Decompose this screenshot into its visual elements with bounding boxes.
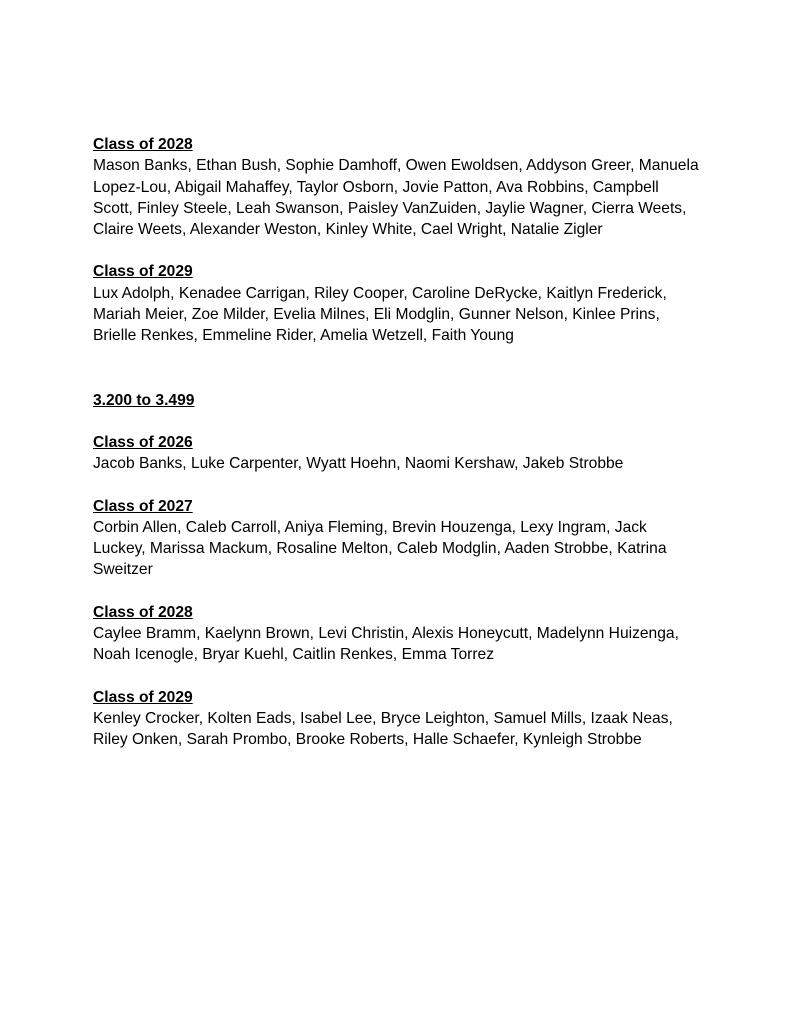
names-list [93, 623, 723, 666]
names-line: Brielle Renkes, Emmeline Rider, Amelia Wetzell, Faith Young [93, 327, 514, 345]
document-page [93, 134, 723, 751]
group-class-2027 [93, 496, 723, 581]
group-class-2029-b [93, 687, 723, 751]
names-line: Noah Icenogle, Bryar Kuehl, Caitlin Renkes, Emma Torrez [93, 646, 494, 664]
names-list [93, 453, 723, 474]
names-line: Corbin Allen, Caleb Carroll, Aniya Fleming, Brevin Houzenga, Lexy Ingram, Jack [93, 518, 647, 536]
names-list [93, 283, 723, 347]
names-list [93, 155, 723, 240]
names-line: Kenley Crocker, Kolten Eads, Isabel Lee, Bryce Leighton, Samuel Mills, Izaak Neas, [93, 709, 673, 727]
names-line: Lux Adolph, Kenadee Carrigan, Riley Cooper, Caroline DeRycke, Kaitlyn Frederick, [93, 284, 667, 302]
group-heading: Class of 2026 [93, 433, 193, 451]
section-title: 3.200 to 3.499 [93, 391, 195, 409]
names-line: Lopez-Lou, Abigail Mahaffey, Taylor Osborn, Jovie Patton, Ava Robbins, Campbell [93, 178, 659, 196]
names-line: Jacob Banks, Luke Carpenter, Wyatt Hoehn, Naomi Kershaw, Jakeb Strobbe [93, 455, 624, 473]
names-line: Luckey, Marissa Mackum, Rosaline Melton, Caleb Modglin, Aaden Strobbe, Katrina [93, 540, 667, 558]
names-line: Mason Banks, Ethan Bush, Sophie Damhoff, Owen Ewoldsen, Addyson Greer, Manuela [93, 157, 699, 175]
names-line: Scott, Finley Steele, Leah Swanson, Paisley VanZuiden, Jaylie Wagner, Cierra Weets, [93, 199, 687, 217]
group-heading: Class of 2027 [93, 497, 193, 515]
names-line: Claire Weets, Alexander Weston, Kinley White, Cael Wright, Natalie Zigler [93, 221, 603, 239]
names-line: Caylee Bramm, Kaelynn Brown, Levi Christin, Alexis Honeycutt, Madelynn Huizenga, [93, 625, 679, 643]
names-list [93, 517, 723, 581]
group-class-2029-a [93, 261, 723, 346]
group-heading: Class of 2029 [93, 263, 193, 281]
group-class-2028-a [93, 134, 723, 240]
group-heading: Class of 2028 [93, 603, 193, 621]
names-line: Sweitzer [93, 561, 153, 579]
group-class-2026 [93, 432, 723, 475]
names-line: Riley Onken, Sarah Prombo, Brooke Roberts, Halle Schaefer, Kynleigh Strobbe [93, 731, 642, 749]
names-line: Mariah Meier, Zoe Milder, Evelia Milnes, Eli Modglin, Gunner Nelson, Kinlee Prins, [93, 306, 660, 324]
names-list [93, 708, 723, 751]
group-class-2028-b [93, 602, 723, 666]
group-heading: Class of 2029 [93, 688, 193, 706]
group-heading: Class of 2028 [93, 136, 193, 153]
